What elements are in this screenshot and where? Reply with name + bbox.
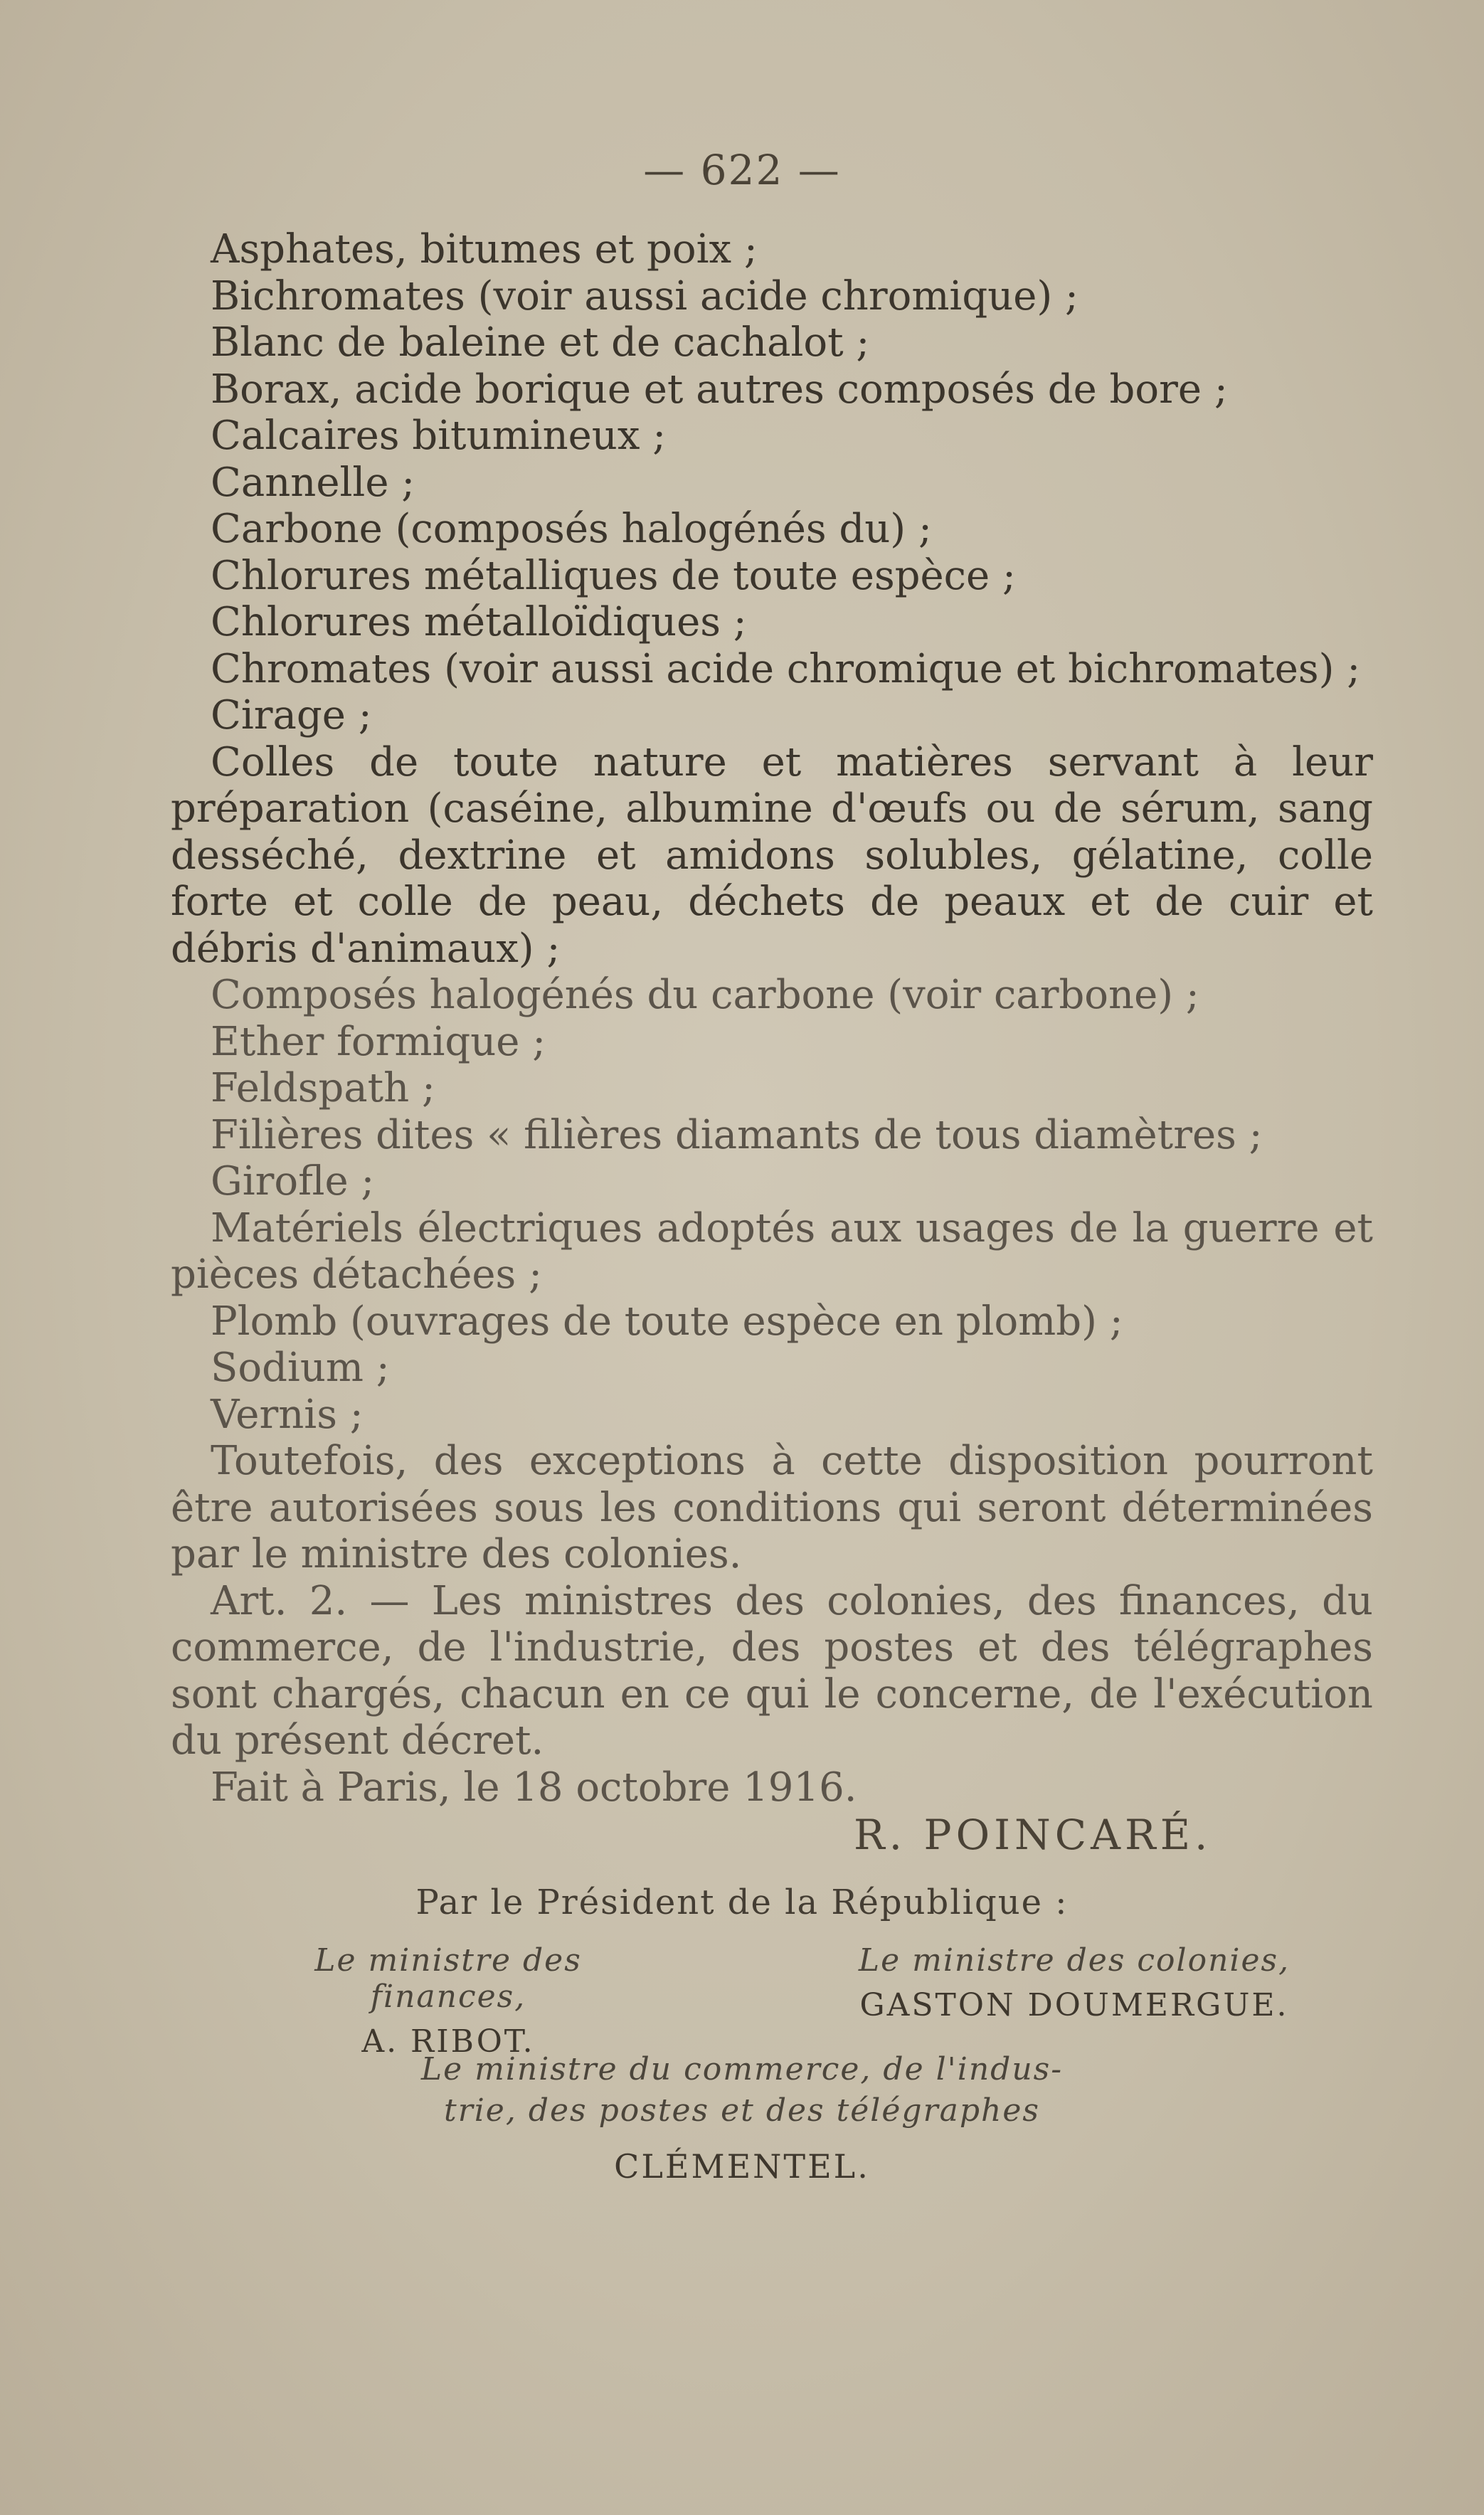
minister-finances xyxy=(235,1942,662,2060)
list-item: Colles de toute nature et matières servant à leur préparation (caséine, albumine d'œufs ou de sérum, sang desséché, dextrine et amidons solubles, gélatine, colle forte et colle de peau, déchets de peaux et de cuir et débris d'animaux) ; xyxy=(171,738,1373,972)
exception-paragraph: Toutefois, des exceptions à cette disposition pourront être autorisées sous les conditions qui seront déterminées par le ministre des colonies. xyxy=(171,1438,1373,1577)
list-item: Vernis ; xyxy=(211,1391,364,1438)
list-item: Composés halogénés du carbone (voir carbone) ; xyxy=(211,972,1199,1018)
list-item: Ether formique ; xyxy=(211,1018,546,1065)
list-item: Cannelle ; xyxy=(211,459,415,506)
president-signature: R. POINCARÉ. xyxy=(854,1811,1212,1859)
list-item: Carbone (composés halogénés du) ; xyxy=(211,506,932,552)
minister-title: Le ministre des colonies, xyxy=(858,1942,1290,1979)
list-item: Asphates, bitumes et poix ; xyxy=(211,226,758,272)
minister-name: CLÉMENTEL. xyxy=(614,2147,870,2186)
list-item: Blanc de baleine et de cachalot ; xyxy=(211,319,870,366)
date-line: Fait à Paris, le 18 octobre 1916. xyxy=(211,1764,857,1811)
list-item: Filières dites « filières diamants de tous diamètres ; xyxy=(211,1111,1263,1158)
list-item: Girofle ; xyxy=(211,1158,375,1204)
decree-body xyxy=(171,226,1373,1811)
minister-title-line-2: trie, des postes et des télégraphes xyxy=(444,2092,1040,2129)
minister-name: GASTON DOUMERGUE. xyxy=(859,1987,1289,2023)
page-number: — 622 — xyxy=(643,146,841,194)
list-item: Plomb (ouvrages de toute espèce en plomb) ; xyxy=(211,1298,1123,1345)
minister-title-line-1: Le ministre du commerce, de l'indus- xyxy=(420,2051,1064,2087)
list-item: Chlorures métalloïdiques ; xyxy=(211,599,747,645)
list-item: Cirage ; xyxy=(211,692,372,738)
minister-colonies xyxy=(825,1942,1323,2023)
list-item: Chromates (voir aussi acide chromique et bichromates) ; xyxy=(211,645,1361,692)
article-2-paragraph: Art. 2. — Les ministres des colonies, des finances, du commerce, de l'industrie, des postes et des télégraphes sont chargés, chacun en ce qui le concerne, de l'exécution du présent décret. xyxy=(171,1577,1373,1764)
list-item: Sodium ; xyxy=(211,1345,390,1391)
list-item: Chlorures métalliques de toute espèce ; xyxy=(211,552,1016,599)
by-president-line: Par le Président de la République : xyxy=(415,1883,1069,1922)
list-item: Bichromates (voir aussi acide chromique) ; xyxy=(211,272,1078,319)
list-item: Feldspath ; xyxy=(211,1065,435,1111)
list-item: Matériels électriques adoptés aux usages de la guerre et pièces détachées ; xyxy=(171,1204,1373,1298)
list-item: Calcaires bitumineux ; xyxy=(211,413,667,459)
minister-commerce xyxy=(0,2049,1484,2186)
list-item: Borax, acide borique et autres composés de bore ; xyxy=(211,366,1228,413)
minister-title: Le ministre des finances, xyxy=(314,1942,582,2015)
minister-name: A. RIBOT. xyxy=(361,2023,535,2060)
